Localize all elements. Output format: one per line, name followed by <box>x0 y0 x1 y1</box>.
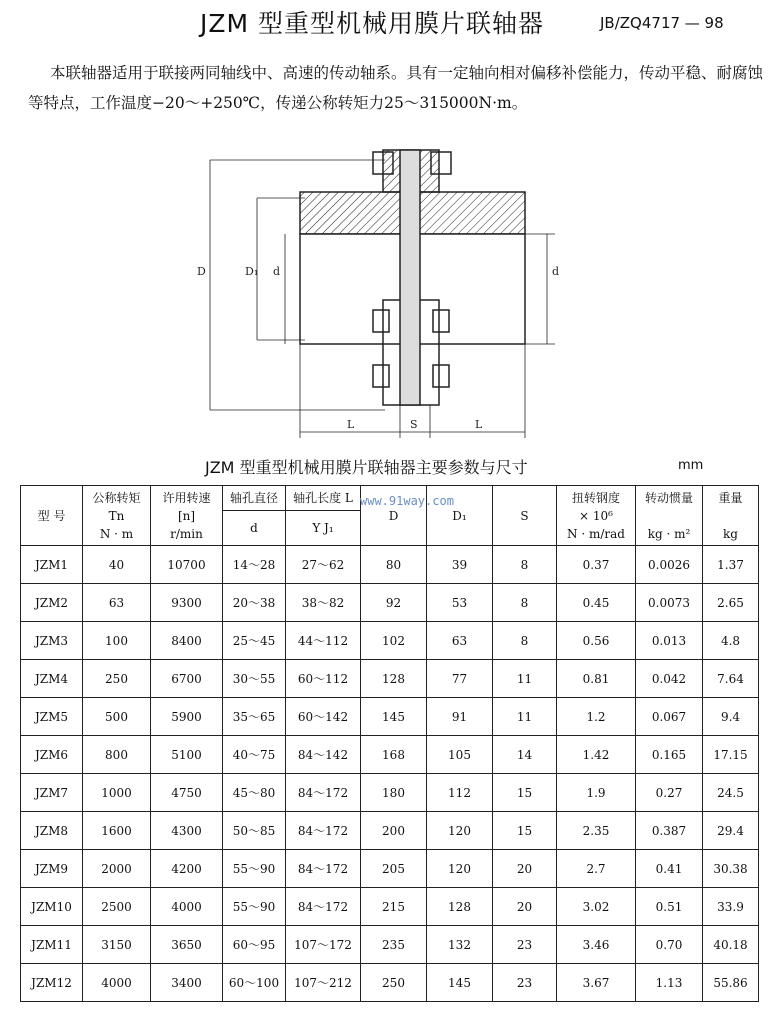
table-cell: 60～142 <box>286 698 361 736</box>
table-cell: 55～90 <box>223 850 286 888</box>
table-title: JZM 型重型机械用膜片联轴器主要参数与尺寸 <box>205 458 528 477</box>
header-bore-sub: d <box>223 511 286 546</box>
table-cell: 5900 <box>151 698 223 736</box>
table-row <box>21 926 759 964</box>
table-cell: 33.9 <box>703 888 759 926</box>
table-cell: 0.387 <box>636 812 703 850</box>
table-cell: 44～112 <box>286 622 361 660</box>
table-cell: 105 <box>427 736 493 774</box>
table-cell: 25～45 <box>223 622 286 660</box>
table-cell: JZM7 <box>21 774 83 812</box>
table-cell: 29.4 <box>703 812 759 850</box>
table-cell: 8 <box>493 546 557 584</box>
table-cell: 14 <box>493 736 557 774</box>
table-row <box>21 622 759 660</box>
table-cell: 200 <box>361 812 427 850</box>
table-row <box>21 888 759 926</box>
table-cell: 84～172 <box>286 850 361 888</box>
table-cell: 1.2 <box>557 698 636 736</box>
header-inertia: 转动惯量 kg · m² <box>636 486 703 546</box>
table-cell: 40～75 <box>223 736 286 774</box>
table-cell: JZM4 <box>21 660 83 698</box>
table-cell: 8 <box>493 622 557 660</box>
table-cell: 0.41 <box>636 850 703 888</box>
table-cell: 60～100 <box>223 964 286 1002</box>
header-D1: D₁ <box>427 486 493 546</box>
table-cell: 20 <box>493 850 557 888</box>
table-cell: 10700 <box>151 546 223 584</box>
table-cell: JZM8 <box>21 812 83 850</box>
table-cell: 3.67 <box>557 964 636 1002</box>
table-cell: 9300 <box>151 584 223 622</box>
table-cell: 128 <box>361 660 427 698</box>
table-cell: JZM5 <box>21 698 83 736</box>
table-cell: 107～172 <box>286 926 361 964</box>
table-cell: 168 <box>361 736 427 774</box>
table-cell: 40.18 <box>703 926 759 964</box>
table-cell: 84～142 <box>286 736 361 774</box>
table-cell: 30～55 <box>223 660 286 698</box>
table-cell: JZM11 <box>21 926 83 964</box>
parameters-table <box>20 485 759 1002</box>
table-cell: 250 <box>361 964 427 1002</box>
table-cell: 39 <box>427 546 493 584</box>
table-cell: 0.0073 <box>636 584 703 622</box>
table-cell: 100 <box>83 622 151 660</box>
header-length-sub: Y J₁ <box>286 511 361 546</box>
header-S: S <box>493 486 557 546</box>
table-cell: 0.37 <box>557 546 636 584</box>
table-cell: JZM9 <box>21 850 83 888</box>
table-cell: 77 <box>427 660 493 698</box>
table-cell: 0.45 <box>557 584 636 622</box>
table-cell: 23 <box>493 964 557 1002</box>
table-cell: 0.067 <box>636 698 703 736</box>
label-d-right: d <box>552 265 560 278</box>
header-bore: 轴孔直径 <box>223 486 286 511</box>
table-cell: 180 <box>361 774 427 812</box>
table-cell: 11 <box>493 660 557 698</box>
table-cell: 20～38 <box>223 584 286 622</box>
table-cell: 35～65 <box>223 698 286 736</box>
table-cell: 235 <box>361 926 427 964</box>
table-cell: JZM6 <box>21 736 83 774</box>
table-cell: 55～90 <box>223 888 286 926</box>
table-cell: 23 <box>493 926 557 964</box>
table-cell: 11 <box>493 698 557 736</box>
table-cell: 4000 <box>83 964 151 1002</box>
table-cell: 0.042 <box>636 660 703 698</box>
table-cell: 1.42 <box>557 736 636 774</box>
table-cell: 84～172 <box>286 888 361 926</box>
table-cell: 40 <box>83 546 151 584</box>
table-cell: 0.013 <box>636 622 703 660</box>
table-row <box>21 698 759 736</box>
table-cell: 132 <box>427 926 493 964</box>
table-cell: 1.37 <box>703 546 759 584</box>
table-cell: 84～172 <box>286 774 361 812</box>
table-cell: 120 <box>427 812 493 850</box>
table-cell: 38～82 <box>286 584 361 622</box>
table-cell: JZM1 <box>21 546 83 584</box>
table-cell: 15 <box>493 812 557 850</box>
table-cell: 205 <box>361 850 427 888</box>
header-weight: 重量 kg <box>703 486 759 546</box>
table-cell: JZM10 <box>21 888 83 926</box>
table-cell: 3.46 <box>557 926 636 964</box>
table-cell: 24.5 <box>703 774 759 812</box>
header-model: 型 号 <box>21 486 83 546</box>
table-cell: 1000 <box>83 774 151 812</box>
header-length: 轴孔长度 L <box>286 486 361 511</box>
table-cell: 0.81 <box>557 660 636 698</box>
table-cell: 91 <box>427 698 493 736</box>
table-cell: 9.4 <box>703 698 759 736</box>
table-cell: 4200 <box>151 850 223 888</box>
header-stiffness: 扭转钢度 × 10⁶ N · m/rad <box>557 486 636 546</box>
table-cell: 27～62 <box>286 546 361 584</box>
table-cell: 112 <box>427 774 493 812</box>
coupling-drawing <box>195 140 565 440</box>
table-cell: 500 <box>83 698 151 736</box>
label-D: D <box>197 265 206 278</box>
table-cell: 3650 <box>151 926 223 964</box>
table-cell: 800 <box>83 736 151 774</box>
table-cell: 92 <box>361 584 427 622</box>
document-title: JZM 型重型机械用膜片联轴器 <box>200 9 545 38</box>
table-cell: 4300 <box>151 812 223 850</box>
table-row <box>21 850 759 888</box>
table-cell: 53 <box>427 584 493 622</box>
table-row <box>21 660 759 698</box>
table-cell: 15 <box>493 774 557 812</box>
table-cell: 4750 <box>151 774 223 812</box>
table-cell: 4000 <box>151 888 223 926</box>
table-cell: 17.15 <box>703 736 759 774</box>
table-cell: 120 <box>427 850 493 888</box>
table-cell: 2500 <box>83 888 151 926</box>
table-cell: 1.13 <box>636 964 703 1002</box>
table-cell: 20 <box>493 888 557 926</box>
table-cell: 45～80 <box>223 774 286 812</box>
table-cell: 2.65 <box>703 584 759 622</box>
description: 本联轴器适用于联接两同轴线中、高速的传动轴系。具有一定轴向相对偏移补偿能力，传动平稳、耐腐蚀等特点，工作温度−20～+250℃，传递公称转矩力25～315000N·m。 <box>28 64 764 112</box>
table-cell: 3150 <box>83 926 151 964</box>
table-cell: 0.27 <box>636 774 703 812</box>
header-speed: 许用转速 [n] r/min <box>151 486 223 546</box>
table-cell: 128 <box>427 888 493 926</box>
table-cell: 0.0026 <box>636 546 703 584</box>
watermark: www.91way.com <box>360 494 454 508</box>
table-cell: JZM2 <box>21 584 83 622</box>
table-cell: 250 <box>83 660 151 698</box>
table-row <box>21 964 759 1002</box>
table-cell: 8400 <box>151 622 223 660</box>
table-cell: 60～112 <box>286 660 361 698</box>
table-cell: 102 <box>361 622 427 660</box>
label-d-left: d <box>273 265 281 278</box>
table-cell: 30.38 <box>703 850 759 888</box>
table-cell: 0.70 <box>636 926 703 964</box>
header-torque: 公称转矩 Tn N · m <box>83 486 151 546</box>
table-cell: 145 <box>361 698 427 736</box>
table-cell: 0.165 <box>636 736 703 774</box>
table-cell: JZM3 <box>21 622 83 660</box>
table-row <box>21 736 759 774</box>
table-cell: 5100 <box>151 736 223 774</box>
table-cell: 2.7 <box>557 850 636 888</box>
table-cell: 50～85 <box>223 812 286 850</box>
table-cell: 3.02 <box>557 888 636 926</box>
table-cell: 0.51 <box>636 888 703 926</box>
header-D: D <box>361 486 427 546</box>
table-cell: 7.64 <box>703 660 759 698</box>
table-cell: 63 <box>427 622 493 660</box>
table-cell: 8 <box>493 584 557 622</box>
table-cell: 2.35 <box>557 812 636 850</box>
table-cell: 145 <box>427 964 493 1002</box>
table-cell: 80 <box>361 546 427 584</box>
table-row <box>21 584 759 622</box>
label-D1: D₁ <box>245 265 259 278</box>
table-cell: 107～212 <box>286 964 361 1002</box>
table-row <box>21 812 759 850</box>
table-cell: 0.56 <box>557 622 636 660</box>
table-cell: 55.86 <box>703 964 759 1002</box>
table-cell: 215 <box>361 888 427 926</box>
table-cell: 6700 <box>151 660 223 698</box>
table-row <box>21 546 759 584</box>
table-cell: 63 <box>83 584 151 622</box>
label-L-right: L <box>475 418 483 431</box>
label-L-left: L <box>347 418 355 431</box>
table-cell: 2000 <box>83 850 151 888</box>
table-cell: 14～28 <box>223 546 286 584</box>
table-cell: 3400 <box>151 964 223 1002</box>
table-cell: 4.8 <box>703 622 759 660</box>
label-S: S <box>410 418 418 431</box>
table-row <box>21 774 759 812</box>
table-cell: JZM12 <box>21 964 83 1002</box>
table-cell: 84～172 <box>286 812 361 850</box>
unit-label: mm <box>678 458 704 473</box>
standard-number: JB/ZQ4717 — 98 <box>600 14 724 32</box>
table-cell: 60～95 <box>223 926 286 964</box>
table-cell: 1600 <box>83 812 151 850</box>
table-cell: 1.9 <box>557 774 636 812</box>
